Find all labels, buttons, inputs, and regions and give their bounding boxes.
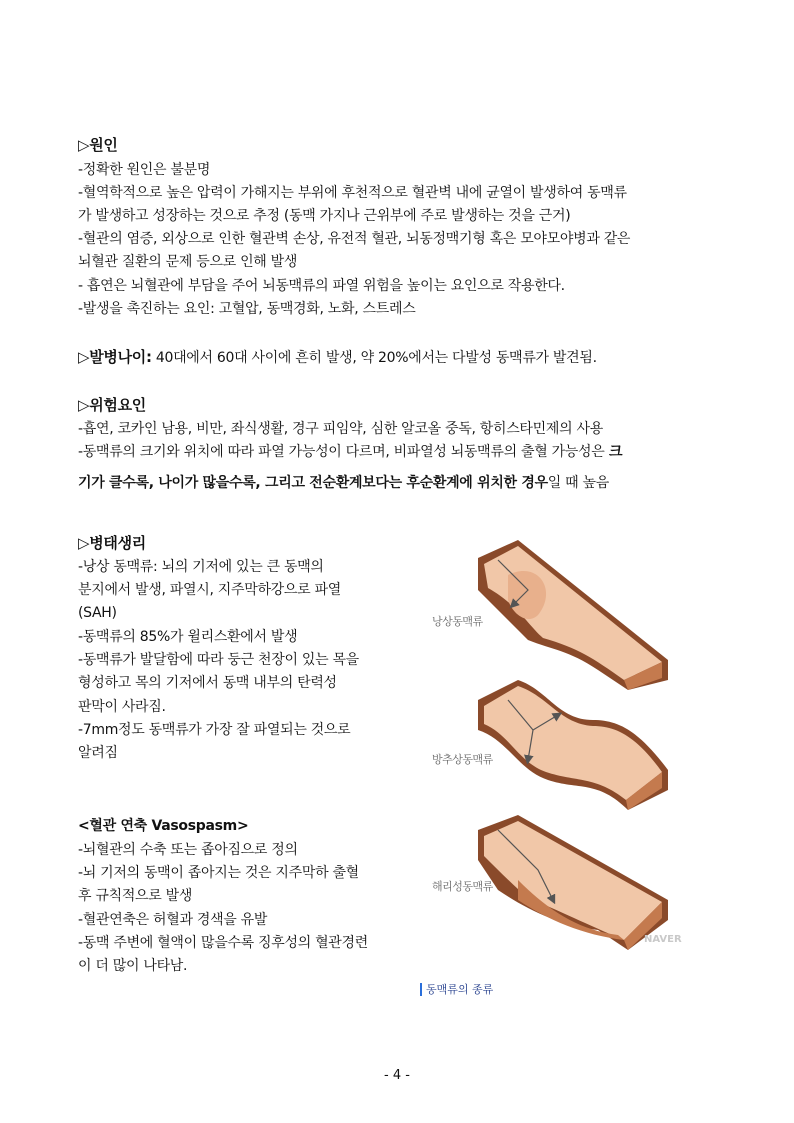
risk-line-3 [78, 474, 609, 492]
patho-line-6: 형성하고 목의 기저에서 동맥 내부의 탄력성 [78, 675, 337, 691]
patho-line-1: -낭상 동맥류: 뇌의 기저에 있는 큰 동맥의 [78, 559, 324, 575]
age-paragraph [78, 348, 597, 367]
patho-line-4: -동맥류의 85%가 윌리스환에서 발생 [78, 629, 298, 645]
vasospasm-line-5: -동맥 주변에 혈액이 많을수록 징후성의 혈관경련 [78, 935, 368, 951]
cause-heading: ▷원인 [78, 136, 118, 154]
vasospasm-line-3: 후 규칙적으로 발생 [78, 888, 193, 904]
vasospasm-line-4: -혈관연축은 허혈과 경색을 유발 [78, 912, 268, 928]
patho-line-5: -동맥류가 발달함에 따라 둥근 천장이 있는 목을 [78, 652, 359, 668]
page-number: - 4 - [384, 1068, 410, 1083]
naver-watermark: NAVER [644, 934, 682, 945]
risk-heading: ▷위험요인 [78, 396, 146, 414]
vasospasm-line-1: -뇌혈관의 수축 또는 좁아짐으로 정의 [78, 842, 298, 858]
cause-line-5: 뇌혈관 질환의 문제 등으로 인해 발생 [78, 254, 298, 270]
vasospasm-line-6: 이 더 많이 나타남. [78, 958, 188, 974]
dissecting-aneurysm-drawing [478, 815, 668, 950]
patho-line-9: 알려짐 [78, 745, 118, 761]
aneurysm-types-figure [418, 530, 708, 1010]
patho-line-7: 판막이 사라짐. [78, 699, 166, 715]
cause-line-4: -혈관의 염증, 외상으로 인한 혈관벽 손상, 유전적 혈관, 뇌동정맥기형 혹은 모야모야병과 같은 [78, 231, 631, 247]
patho-line-8: -7mm정도 동맥류가 가장 잘 파열되는 것으로 [78, 722, 351, 738]
cause-line-1: -정확한 원인은 불분명 [78, 162, 211, 178]
fusiform-label: 방추상동맥류 [432, 753, 493, 766]
cause-line-7: -발생을 촉진하는 요인: 고혈압, 동맥경화, 노화, 스트레스 [78, 301, 416, 317]
saccular-label: 낭상동맥류 [432, 615, 483, 628]
age-heading: ▷발병나이: [78, 348, 152, 366]
cause-line-6: - 흡연은 뇌혈관에 부담을 주어 뇌동맥류의 파열 위험을 높이는 요인으로 작용한다. [78, 278, 565, 294]
cause-line-3: 가 발생하고 성장하는 것으로 추정 (동맥 가지나 근위부에 주로 발생하는 것을 근거) [78, 208, 571, 224]
saccular-aneurysm-drawing [478, 540, 668, 690]
patho-line-3: (SAH) [78, 605, 117, 621]
cause-line-2: -혈역학적으로 높은 압력이 가해지는 부위에 후천적으로 혈관벽 내에 균열이 발생하여 동맥류 [78, 185, 627, 201]
risk-line-2 [78, 443, 622, 461]
age-text: 40대에서 60대 사이에 흔히 발생, 약 20%에서는 다발성 동맥류가 발견됨. [151, 350, 597, 366]
risk-line-3-tail: 일 때 높음 [547, 475, 609, 491]
risk-line-3-bold: 기가 클수록, 나이가 많을수록, 그리고 전순환계보다는 후순환계에 위치한 경우 [78, 475, 548, 491]
vasospasm-line-2: -뇌 기저의 동맥이 좁아지는 것은 지주막하 출혈 [78, 865, 359, 881]
patho-line-2: 분지에서 발생, 파열시, 지주막하강으로 파열 [78, 582, 341, 598]
figure-caption: 동맥류의 종류 [420, 983, 493, 996]
risk-line-2-text: -동맥류의 크기와 위치에 따라 파열 가능성이 다르며, 비파열성 뇌동맥류의 출혈 가능성은 [78, 444, 605, 460]
patho-heading: ▷병태생리 [78, 534, 146, 552]
risk-line-1: -흡연, 코카인 남용, 비만, 좌식생활, 경구 피임약, 심한 알코올 중독, 항히스타민제의 사용 [78, 421, 603, 437]
risk-line-2-bold-tail: 크 [604, 444, 623, 460]
dissecting-label: 해리성동맥류 [432, 880, 493, 893]
fusiform-aneurysm-drawing [478, 680, 668, 810]
vasospasm-heading: <혈관 연축 Vasospasm> [78, 818, 249, 834]
